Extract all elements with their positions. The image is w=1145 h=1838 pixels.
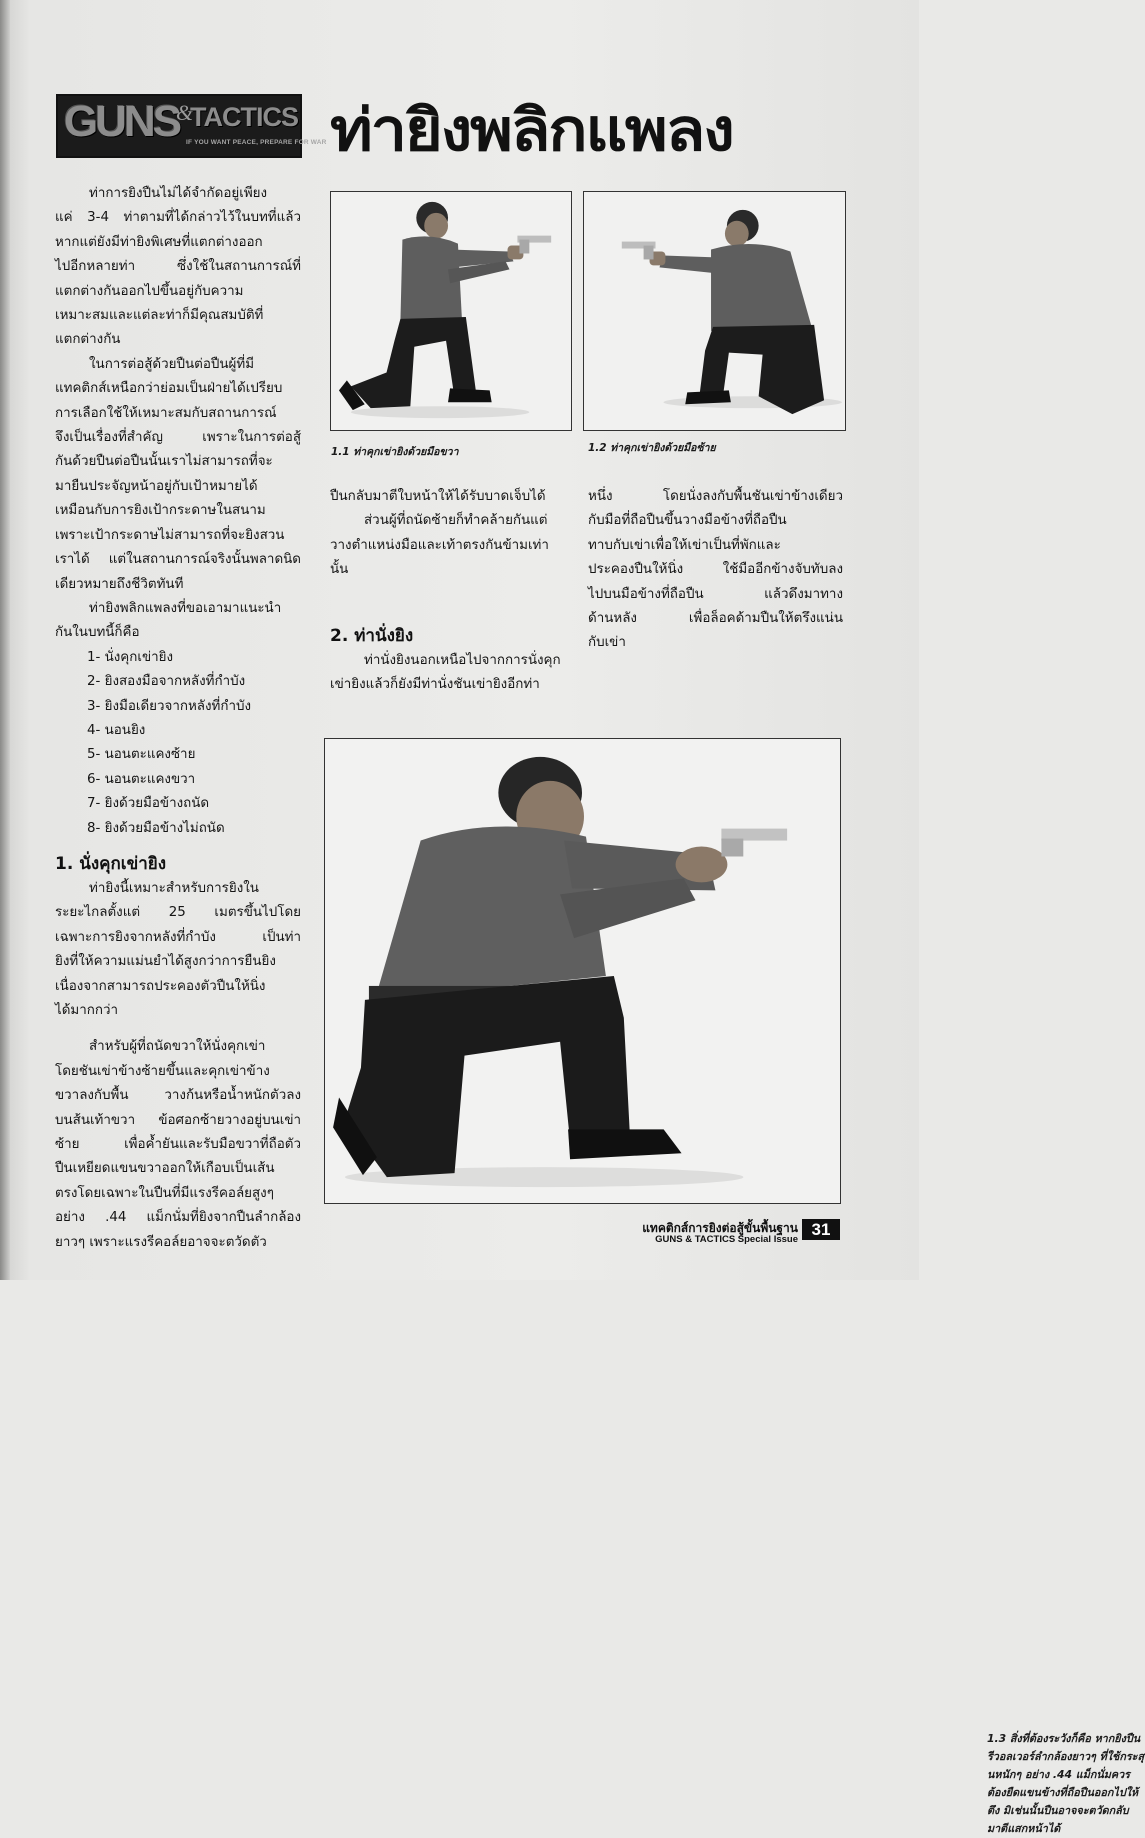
logo-tactics: TACTICS: [190, 102, 298, 132]
text-line: โดยชันเข่าข้างซ้ายขึ้นและคุกเข่าข้าง: [55, 1063, 270, 1079]
logo-guns: GUNS: [64, 97, 180, 146]
text-line: แทคติกส์เหนือกว่าย่อมเป็นฝ่ายได้เปรียบ: [55, 381, 283, 397]
text-column-3: [588, 485, 843, 656]
text-line: เข่ายิงแล้วก็ยังมีท่านั่งชันเข่ายิงอีกท่า: [330, 677, 540, 693]
section-1-heading: 1. นั่งคุกเข่ายิง: [55, 853, 167, 874]
stance-list: [55, 646, 301, 841]
text-line: กันด้วยปืนต่อปืนนั้นเราไม่สามารถที่จะ: [55, 454, 273, 470]
text-line: หนึ่ง โดยนั่งลงกับพื้นชันเข่าข้างเดียว: [588, 489, 843, 504]
logo-ampersand: &: [176, 100, 194, 125]
text-line: กับเข่า: [588, 635, 626, 651]
text-line: เฉพาะการยิงจากหลังที่กำบัง เป็นท่า: [55, 929, 301, 945]
footer-title-english: GUNS & TACTICS Special Issue: [655, 1234, 798, 1245]
text-line: ไปบนมือข้างที่ถือปืน แล้วดึงมาทาง: [588, 586, 843, 602]
text-line: ระยะไกลตั้งแต่ 25 เมตรขึ้นไปโดย: [55, 905, 301, 921]
caption-photo-1: 1.1 ท่าคุกเข่ายิงด้วยมือขวา: [331, 446, 459, 458]
text-line: เหมาะสมและแต่ละท่าก็มีคุณสมบัติที่: [55, 308, 264, 324]
caption-photo-3: 1.3 สิ่งที่ต้องระวังก็คือ หากยิงปืนรีวอลเวอร์ลำกล้องยาวๆ ที่ใช้กระสุนหนักๆ อย่าง .44 แม็กนั่มควรต้องยืดแขนข้างที่ถือปืนออกไปให้ตึง มิเช่นนั้นปืนอาจจะตวัดกลับมาตีแสกหน้าได้: [987, 1732, 1145, 1835]
logo-tagline: IF YOU WANT PEACE, PREPARE FOR WAR: [186, 139, 327, 146]
text-line: ขวาลงกับพื้น วางก้นหรือน้ำหนักตัวลง: [55, 1088, 301, 1104]
stance-list-item: 1- นั่งคุกเข่ายิง: [87, 649, 173, 665]
section-2-paragraph: [330, 649, 572, 698]
kneeling-shooter-closeup-illustration: [325, 739, 840, 1203]
continuation-paragraph: [330, 485, 572, 509]
text-line: จึงเป็นเรื่องที่สำคัญ เพราะในการต่อสู้: [55, 430, 301, 446]
section-1-paragraph: [55, 877, 301, 1023]
text-line: ยิงที่ให้ความแม่นยำได้สูงกว่าการยืนยิง: [55, 954, 276, 970]
kneeling-shooter-right-illustration: [331, 192, 571, 430]
text-line: กันในบทนี้ก็คือ: [55, 625, 140, 641]
text-line: ท่าการยิงปืนไม่ได้จำกัดอยู่เพียง: [89, 186, 268, 201]
text-line: ตรงโดยเฉพาะในปืนที่มีแรงรีคอล์ยสูงๆ: [55, 1185, 274, 1201]
text-line: ไปอีกหลายท่า ซึ่งใช้ในสถานการณ์ที่: [55, 259, 301, 275]
list-intro-paragraph: [55, 597, 301, 646]
text-line: เหมือนกับการยิงเป้ากระดาษในสนาม: [55, 503, 266, 519]
text-line: สำหรับผู้ที่ถนัดขวาให้นั่งคุกเข่า: [89, 1039, 266, 1055]
caption-photo-2: 1.2 ท่าคุกเข่ายิงด้วยมือซ้าย: [588, 442, 716, 454]
stance-list-item: 5- นอนตะแคงซ้าย: [87, 747, 196, 763]
page-spine: [0, 0, 10, 1280]
magazine-logo: [56, 94, 327, 158]
intro-paragraph: [55, 182, 301, 353]
article-headline: ท่ายิงพลิกแพลง: [330, 96, 733, 164]
text-line: บนส้นเท้าขวา ข้อศอกซ้ายวางอยู่บนเข่า: [55, 1112, 301, 1128]
kneeling-shooter-left-illustration: [584, 192, 845, 430]
text-line: แตกต่างกัน: [55, 332, 121, 348]
stance-list-item: 6- นอนตะแคงขวา: [87, 771, 196, 787]
text-line: ท่ายิงนี้เหมาะสำหรับการยิงใน: [89, 880, 259, 896]
text-line: ด้านหลัง เพื่อล็อคด้ามปืนให้ตรึงแน่น: [588, 611, 843, 627]
section-2-heading: 2. ท่านั่งยิง: [330, 625, 414, 646]
text-line: ท่านั่งยิงนอกเหนือไปจากการนั่งคุก: [364, 652, 561, 668]
text-line: แค่ 3-4 ท่าตามที่ได้กล่าวไว้ในบทที่แล้ว: [55, 210, 301, 226]
text-line: ปืนเหยียดแขนขวาออกให้เกือบเป็นเส้น: [55, 1161, 275, 1177]
photo-kneeling-right-hand: [330, 191, 572, 431]
text-line: ส่วนผู้ที่ถนัดซ้ายก็ทำคล้ายกันแต่: [364, 513, 548, 529]
sitting-stance-paragraph: [588, 485, 843, 656]
left-handed-paragraph: [330, 509, 572, 582]
stance-list-item: 7- ยิงด้วยมือข้างถนัด: [87, 796, 210, 812]
text-line: ปืนกลับมาตีใบหน้าให้ได้รับบาดเจ็บได้: [330, 489, 546, 504]
text-line: เนื่องจากสามารถประคองตัวปืนให้นิ่ง: [55, 978, 266, 994]
text-line: เดียวหมายถึงชีวิตทันที: [55, 576, 184, 592]
text-line: การเลือกใช้ให้เหมาะสมกับสถานการณ์: [55, 405, 277, 421]
tactics-paragraph: [55, 353, 301, 597]
text-line: กับมือที่ถือปืนขึ้นวางมือข้างที่ถือปืน: [588, 513, 787, 529]
stance-list-item: 4- นอนยิง: [87, 722, 146, 738]
text-line: ท่ายิงพลิกแพลงที่ขอเอามาแนะนำ: [89, 600, 282, 616]
text-line: ได้มากกว่า: [55, 1003, 119, 1018]
text-column-1: [55, 182, 301, 1255]
text-line: นั้น: [330, 562, 349, 578]
text-line: อย่าง .44 แม็กนั่มที่ยิงจากปืนลำกล้อง: [55, 1210, 301, 1226]
text-line: ในการต่อสู้ด้วยปืนต่อปืนผู้ที่มี: [89, 356, 255, 372]
text-column-2: [330, 485, 572, 697]
text-line: เพราะเป้ากระดาษไม่สามารถที่จะยิงสวน: [55, 527, 285, 543]
text-line: มายืนประจัญหน้าอยู่กับเป้าหมายได้: [55, 478, 258, 494]
text-line: วางตำแหน่งมือและเท้าตรงกันข้ามเท่า: [330, 537, 549, 553]
stance-list-item: 3- ยิงมือเดียวจากหลังที่กำบัง: [87, 698, 252, 714]
stance-list-item: 8- ยิงด้วยมือข้างไม่ถนัด: [87, 820, 225, 836]
text-line: หากแต่ยังมีท่ายิงพิเศษที่แตกต่างออก: [55, 234, 263, 250]
text-line: เราได้ แต่ในสถานการณ์จริงนั้นพลาดนิด: [55, 552, 301, 568]
text-line: ประคองปืนให้นิ่ง ใช้มืออีกข้างจับทับลง: [588, 562, 843, 578]
text-line: แตกต่างกันออกไปขึ้นอยู่กับความ: [55, 283, 244, 299]
text-line: ยาวๆ เพราะแรงรีคอล์ยอาจจะตวัดตัว: [55, 1234, 267, 1250]
page-number: 31: [802, 1219, 840, 1240]
footer-title-thai: แทคติกส์การยิงต่อสู้ขั้นพื้นฐาน: [642, 1221, 798, 1235]
text-line: ซ้าย เพื่อค้ำยันและรับมือขวาที่ถือตัว: [55, 1137, 301, 1153]
stance-list-item: 2- ยิงสองมือจากหลังที่กำบัง: [87, 674, 246, 690]
photo-kneeling-left-hand: [583, 191, 846, 431]
section-1-paragraph-2: [55, 1035, 301, 1255]
text-line: ทาบกับเข่าเพื่อให้เข่าเป็นที่พักและ: [588, 537, 781, 553]
